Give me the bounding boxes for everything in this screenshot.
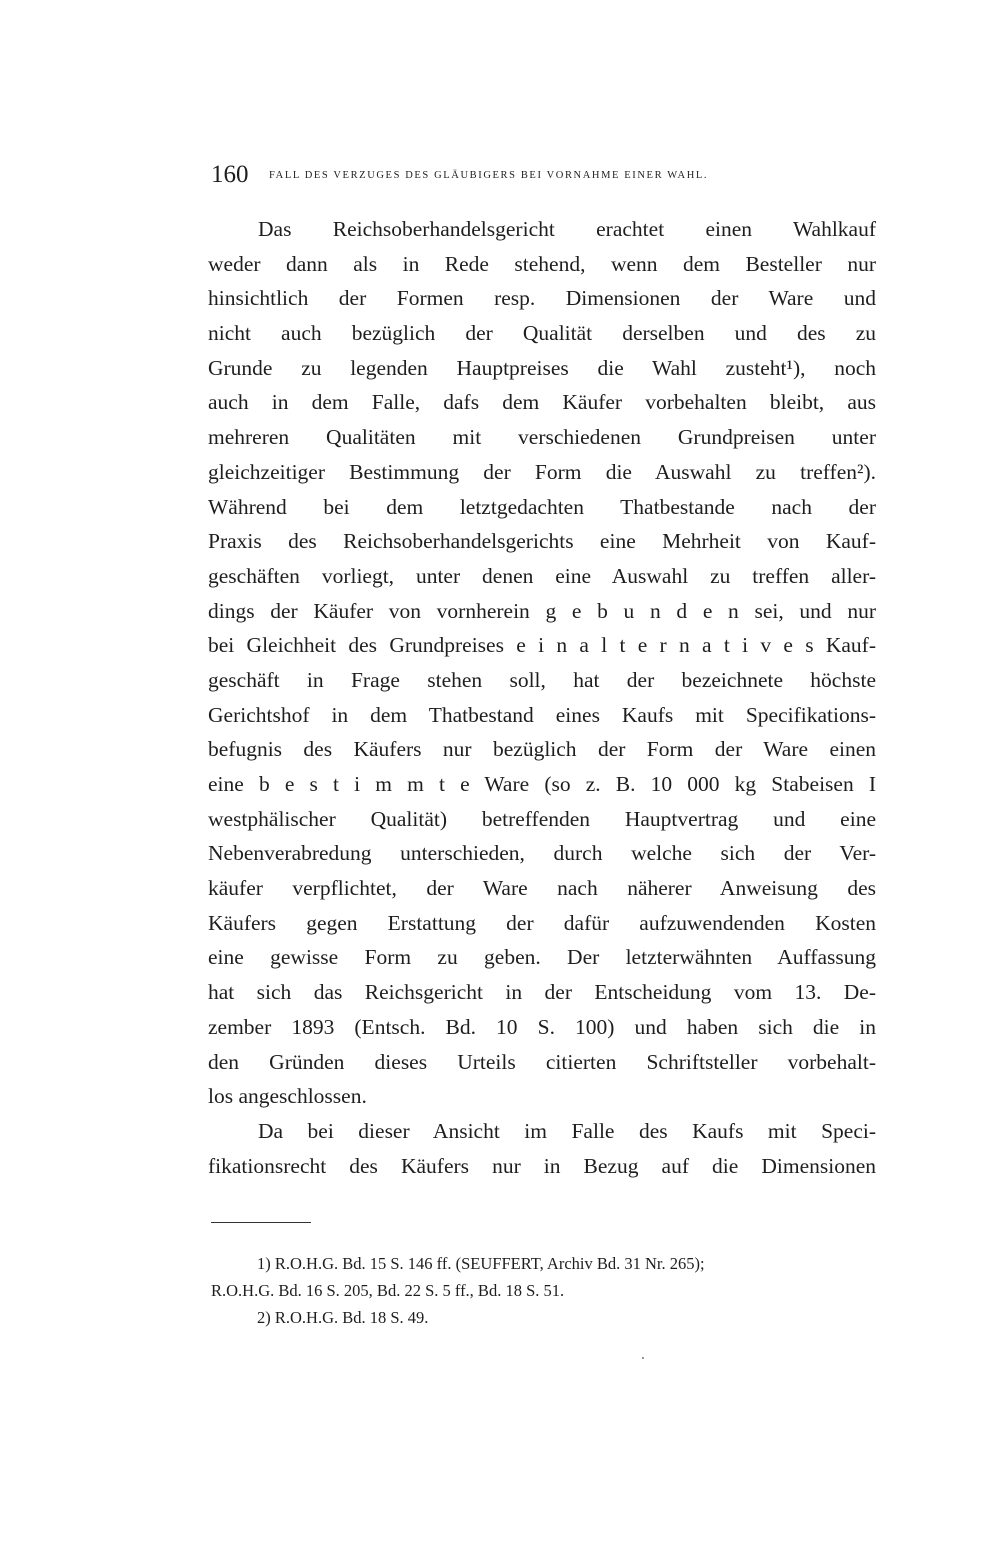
footnote-line: 1) R.O.H.G. Bd. 15 S. 146 ff. (SEUFFERT, Archiv Bd. 31 Nr. 265);: [257, 1254, 705, 1273]
scan-speck: [642, 1357, 644, 1359]
text-line: hinsichtlich der Formen resp. Dimensionen der Ware und: [208, 286, 876, 311]
text-line: nicht auch bezüglich der Qualität derselben und des zu: [208, 321, 876, 346]
footnote-line: R.O.H.G. Bd. 16 S. 205, Bd. 22 S. 5 ff., Bd. 18 S. 51.: [211, 1281, 565, 1300]
text-line: eine gewisse Form zu geben. Der letzterwähnten Auffassung: [208, 945, 876, 970]
page-header: [211, 160, 881, 194]
text-line: befugnis des Käufers nur bezüglich der Form der Ware einen: [208, 737, 876, 762]
page-number: 160: [211, 161, 249, 188]
text-line: zember 1893 (Entsch. Bd. 10 S. 100) und haben sich die in: [208, 1014, 876, 1039]
text-line: eine b e s t i m m t e Ware (so z. B. 10 000 kg Stabeisen I: [208, 772, 876, 796]
text-line: bei Gleichheit des Grundpreises e i n a l t e r n a t i v e s Kauf-: [208, 633, 876, 658]
text-line: hat sich das Reichsgericht in der Entscheidung vom 13. De-: [208, 980, 876, 1005]
text-line: auch in dem Falle, dafs dem Käufer vorbehalten bleibt, aus: [208, 390, 876, 415]
text-line: los angeschlossen.: [208, 1084, 367, 1109]
running-head: FALL DES VERZUGES DES GLÄUBIGERS BEI VORNAHME EINER WAHL.: [269, 170, 709, 181]
text-line: Gerichtshof in dem Thatbestand eines Kaufs mit Specifikations-: [208, 702, 876, 727]
text-line: Während bei dem letztgedachten Thatbestande nach der: [208, 494, 876, 519]
text-line: Nebenverabredung unterschieden, durch welche sich der Ver-: [208, 841, 876, 866]
text-line: Da bei dieser Ansicht im Falle des Kaufs mit Speci-: [258, 1118, 876, 1143]
text-line: weder dann als in Rede stehend, wenn dem Besteller nur: [208, 251, 876, 276]
text-line: dings der Käufer von vornherein g e b u n d e n sei, und nur: [208, 598, 876, 623]
text-line: Praxis des Reichsoberhandelsgerichts eine Mehrheit von Kauf-: [208, 529, 876, 554]
text-line: Grunde zu legenden Hauptpreises die Wahl zusteht¹), noch: [208, 355, 876, 380]
text-line: den Gründen dieses Urteils citierten Schriftsteller vorbehalt-: [208, 1049, 876, 1074]
text-line: gleichzeitiger Bestimmung der Form die Auswahl zu treffen²).: [208, 459, 876, 484]
text-line: fikationsrecht des Käufers nur in Bezug auf die Dimensionen: [208, 1153, 876, 1178]
footnote-divider: [211, 1222, 311, 1224]
text-line: käufer verpflichtet, der Ware nach näherer Anweisung des: [208, 876, 876, 901]
text-line: mehreren Qualitäten mit verschiedenen Grundpreisen unter: [208, 425, 876, 450]
footnote-line: 2) R.O.H.G. Bd. 18 S. 49.: [257, 1308, 429, 1327]
text-line: Käufers gegen Erstattung der dafür aufzuwendenden Kosten: [208, 910, 876, 935]
text-line: geschäft in Frage stehen soll, hat der bezeichnete höchste: [208, 667, 876, 692]
body-text: [208, 212, 876, 1183]
text-line: geschäften vorliegt, unter denen eine Auswahl zu treffen aller-: [208, 563, 876, 588]
text-line: Das Reichsoberhandelsgericht erachtet einen Wahlkauf: [258, 217, 876, 241]
text-line: westphälischer Qualität) betreffenden Hauptvertrag und eine: [208, 806, 876, 831]
footnotes: [211, 1250, 879, 1331]
